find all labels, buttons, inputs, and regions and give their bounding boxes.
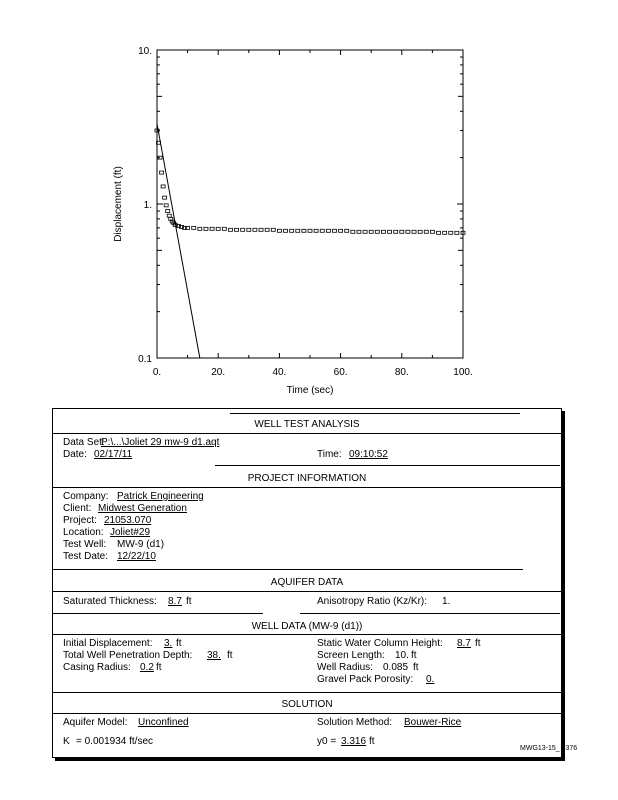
casing-radius-unit: ft: [156, 662, 162, 673]
data-marks: [155, 124, 465, 358]
fit-line: [157, 124, 200, 358]
x-axis-label: Time (sec): [286, 385, 334, 396]
data-point: [210, 227, 214, 230]
data-point: [332, 229, 336, 232]
date-label: Date:: [63, 449, 87, 460]
x-tick-label: 80.: [394, 367, 409, 378]
data-point: [235, 228, 239, 231]
total-penetration-label: Total Well Penetration Depth:: [63, 650, 193, 661]
rule-under-solution: [53, 713, 561, 714]
data-point: [198, 227, 202, 230]
well-radius-value: 0.085: [383, 662, 409, 673]
x-tick-label: 100.: [453, 367, 473, 378]
data-point: [345, 229, 349, 232]
data-point: [320, 229, 324, 232]
rule-before-aquifer: [53, 569, 523, 570]
rule-before-project: [215, 465, 560, 466]
x-tick-label: 0.: [152, 367, 162, 378]
gravel-pack-value: 0.: [426, 674, 435, 685]
test-well-value: MW-9 (d1): [117, 539, 165, 550]
data-point: [424, 230, 428, 233]
data-point: [167, 214, 171, 217]
data-point: [163, 196, 167, 199]
y-tick-label: 10.: [138, 46, 152, 57]
rule-before-solution: [53, 692, 561, 693]
data-point: [222, 227, 226, 230]
saturated-thickness-unit: ft: [186, 596, 192, 607]
casing-radius-value: 0.2: [140, 662, 154, 673]
test-date-label: Test Date:: [63, 551, 109, 562]
panel-top-rule: [230, 413, 520, 414]
solution-method-value: Bouwer-Rice: [404, 717, 462, 728]
data-point: [375, 230, 379, 233]
initial-displacement-value: 3.: [164, 638, 173, 649]
time-value: 09:10:52: [349, 449, 388, 460]
y-tick-label: 1.: [143, 200, 152, 211]
test-well-label: Test Well:: [63, 539, 107, 550]
aquifer-model-value: Unconfined: [138, 717, 189, 728]
screen-length-label: Screen Length:: [317, 650, 385, 661]
project-label: Project:: [63, 515, 97, 526]
data-point: [406, 230, 410, 233]
aquifer-header: AQUIFER DATA: [270, 577, 344, 588]
rule-under-title: [53, 433, 561, 434]
data-point: [265, 228, 269, 231]
saturated-thickness-value: 8.7: [168, 596, 182, 607]
well-radius-unit: ft: [413, 662, 419, 673]
data-point: [253, 228, 257, 231]
solution-method-label: Solution Method:: [317, 717, 393, 728]
initial-displacement-unit: ft: [176, 638, 182, 649]
data-point: [314, 229, 318, 232]
static-water-unit: ft: [475, 638, 481, 649]
data-point: [388, 230, 392, 233]
data-point: [326, 229, 330, 232]
saturated-thickness-label: Saturated Thickness:: [63, 596, 157, 607]
data-point: [357, 230, 361, 233]
data-point: [290, 229, 294, 232]
data-point: [449, 231, 453, 234]
data-point: [216, 227, 220, 230]
footnote: MWG13-15_ 7376: [520, 745, 578, 752]
data-point: [437, 231, 441, 234]
y-tick-label: 0.1: [138, 354, 152, 365]
test-date-value: 12/22/10: [117, 551, 156, 562]
data-point: [277, 229, 281, 232]
well-radius-label: Well Radius:: [317, 662, 373, 673]
rule-under-aquifer: [53, 591, 561, 592]
data-point: [394, 230, 398, 233]
rule-under-well: [53, 634, 561, 635]
well-test-title: WELL TEST ANALYSIS: [254, 419, 360, 430]
location-value: Joliet#29: [110, 527, 151, 538]
data-point: [166, 210, 170, 213]
client-value: Midwest Generation: [98, 503, 187, 514]
data-point: [308, 229, 312, 232]
company-label: Company:: [63, 491, 109, 502]
data-point: [271, 228, 275, 231]
y0-unit: ft: [369, 736, 375, 747]
x-tick-label: 40.: [272, 367, 287, 378]
screen-length-value: 10.: [395, 650, 409, 661]
k-label: K: [63, 736, 70, 747]
data-set-value: P:\...\Joliet 29 mw-9 d1.aqt: [101, 437, 220, 448]
data-point: [160, 171, 164, 174]
x-tick-label: 60.: [333, 367, 348, 378]
data-point: [204, 227, 208, 230]
k-value: = 0.001934 ft/sec: [76, 736, 154, 747]
aquifer-model-label: Aquifer Model:: [63, 717, 128, 728]
data-point: [400, 230, 404, 233]
casing-radius-label: Casing Radius:: [63, 662, 131, 673]
data-point: [164, 204, 168, 207]
project-header: PROJECT INFORMATION: [247, 473, 367, 484]
data-point: [412, 230, 416, 233]
x-tick-label: 20.: [211, 367, 226, 378]
anisotropy-value: 1.: [442, 596, 451, 607]
data-point: [241, 228, 245, 231]
well-data-header: WELL DATA (MW-9 (d1)): [251, 621, 363, 632]
data-point: [296, 229, 300, 232]
time-label: Time:: [317, 449, 342, 460]
data-point: [161, 185, 165, 188]
axis-ticks: [157, 50, 463, 358]
data-point: [284, 229, 288, 232]
data-point: [369, 230, 373, 233]
location-label: Location:: [63, 527, 104, 538]
anisotropy-label: Anisotropy Ratio (Kz/Kr):: [317, 596, 428, 607]
y0-value: 3.316: [341, 736, 367, 747]
data-point: [247, 228, 251, 231]
rule-under-project: [53, 487, 561, 488]
total-penetration-unit: ft: [227, 650, 233, 661]
rule-before-well-right: [300, 613, 560, 614]
rule-before-well: [53, 613, 263, 614]
data-point: [363, 230, 367, 233]
client-label: Client:: [63, 503, 92, 514]
data-point: [430, 230, 434, 233]
data-point: [455, 231, 459, 234]
data-point: [228, 228, 232, 231]
data-point: [443, 231, 447, 234]
data-point: [339, 229, 343, 232]
total-penetration-value: 38.: [207, 650, 221, 661]
gravel-pack-label: Gravel Pack Porosity:: [317, 674, 414, 685]
data-point: [259, 228, 263, 231]
data-point: [381, 230, 385, 233]
company-value: Patrick Engineering: [117, 491, 204, 502]
static-water-value: 8.7: [457, 638, 471, 649]
tick-labels: [138, 46, 473, 378]
data-point: [351, 230, 355, 233]
y-axis-label: Displacement (ft): [113, 166, 124, 242]
data-point: [418, 230, 422, 233]
solution-header: SOLUTION: [281, 699, 333, 710]
plot-frame: [157, 50, 463, 358]
y0-label: y0 =: [317, 736, 337, 747]
date-value: 02/17/11: [94, 449, 133, 460]
data-set-label: Data Set:: [63, 437, 105, 448]
initial-displacement-label: Initial Displacement:: [63, 638, 153, 649]
static-water-label: Static Water Column Height:: [317, 638, 443, 649]
data-point: [192, 226, 196, 229]
screen-length-unit: ft: [411, 650, 417, 661]
project-value: 21053.070: [104, 515, 152, 526]
data-point: [302, 229, 306, 232]
